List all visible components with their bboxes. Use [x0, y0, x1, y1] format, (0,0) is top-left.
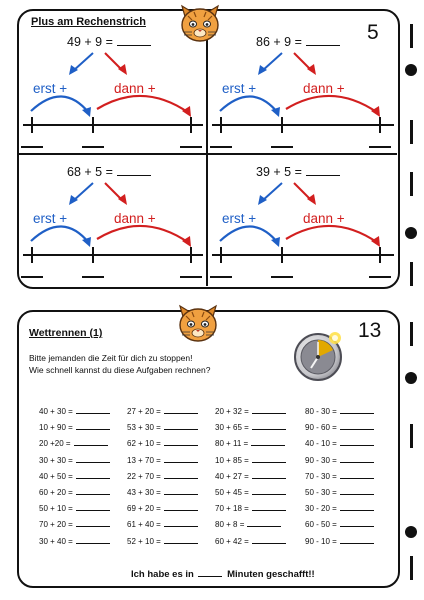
punch-hole-icon	[405, 64, 417, 76]
answer-blank[interactable]	[252, 487, 286, 495]
worksheet-card-wettrennen	[17, 310, 400, 588]
answer-blank[interactable]	[252, 536, 286, 544]
answer-blank[interactable]	[164, 438, 198, 446]
race-task-equation: 13 + 70 =	[127, 455, 161, 465]
answer-blank[interactable]	[164, 455, 198, 463]
answer-blank[interactable]	[247, 519, 281, 527]
race-task-equation: 50 + 45 =	[215, 488, 249, 497]
race-task-equation: 10 + 85 =	[215, 455, 249, 465]
race-task-equation: 62 + 10 =	[127, 439, 161, 449]
race-task	[39, 471, 110, 481]
first-step-label: erst +	[33, 81, 68, 96]
race-task	[127, 487, 198, 497]
footer-text-right: Minuten geschafft!!	[227, 569, 315, 580]
answer-blank[interactable]	[252, 471, 286, 479]
answer-blank[interactable]	[164, 519, 198, 527]
first-step-label: erst +	[222, 81, 257, 96]
answer-blank[interactable]	[76, 422, 110, 430]
answer-blank[interactable]	[76, 471, 110, 479]
answer-blank[interactable]	[76, 455, 110, 463]
instruction-line: Bitte jemanden die Zeit für dich zu stoppen!	[29, 353, 193, 363]
task-cell-3	[19, 155, 206, 286]
race-task-equation: 40 + 27 =	[215, 471, 249, 481]
margin-bar	[410, 120, 413, 144]
task-equation: 39 + 5 =	[256, 165, 340, 179]
margin-bar	[410, 172, 413, 196]
card-number: 5	[367, 21, 379, 44]
then-step-label: dann +	[114, 211, 156, 226]
margin-bar	[410, 424, 413, 448]
race-task	[39, 406, 110, 416]
race-task-equation: 10 + 90 =	[39, 423, 73, 433]
answer-blank[interactable]	[164, 422, 198, 430]
task-cell-2	[208, 11, 397, 153]
race-task	[305, 406, 374, 416]
race-task	[127, 422, 198, 432]
race-task-equation: 90 - 60 =	[305, 423, 337, 433]
race-task-equation: 50 - 30 =	[305, 488, 337, 497]
punch-hole-icon	[405, 372, 417, 384]
race-task-equation: 90 - 30 =	[305, 455, 337, 465]
task-equation: 49 + 9 =	[67, 35, 151, 49]
race-task-equation: 30 + 30 =	[39, 455, 73, 465]
race-task	[215, 422, 286, 432]
answer-blank[interactable]	[164, 487, 198, 495]
first-step-label: erst +	[222, 211, 257, 226]
race-task	[215, 519, 281, 529]
race-task	[215, 536, 286, 546]
race-task-equation: 80 + 8 =	[215, 520, 245, 530]
race-task	[305, 487, 374, 497]
race-task-equation: 70 - 30 =	[305, 471, 337, 481]
answer-blank[interactable]	[340, 455, 374, 463]
race-task	[215, 406, 286, 416]
answer-blank[interactable]	[252, 455, 286, 463]
race-task	[215, 455, 286, 465]
answer-blank[interactable]	[340, 422, 374, 430]
race-task	[127, 536, 198, 546]
race-task-equation: 80 + 11 =	[215, 439, 249, 449]
race-task-equation: 90 - 10 =	[305, 536, 337, 546]
margin-bar	[410, 262, 413, 286]
answer-blank[interactable]	[164, 406, 198, 414]
margin-bar	[410, 322, 413, 346]
punch-hole-icon	[405, 227, 417, 239]
race-task	[305, 422, 374, 432]
answer-blank[interactable]	[340, 519, 374, 527]
race-task-equation: 30 - 20 =	[305, 504, 337, 514]
answer-blank[interactable]	[252, 406, 286, 414]
race-task	[39, 487, 110, 497]
race-task	[39, 422, 110, 432]
answer-blank[interactable]	[340, 406, 374, 414]
answer-blank[interactable]	[340, 471, 374, 479]
race-task-equation: 70 + 18 =	[215, 504, 249, 514]
answer-blank[interactable]	[251, 438, 285, 446]
answer-blank[interactable]	[74, 438, 108, 446]
answer-blank[interactable]	[340, 536, 374, 544]
answer-blank[interactable]	[76, 406, 110, 414]
instruction-line: Wie schnell kannst du diese Aufgaben rechnen?	[29, 365, 211, 375]
race-task-equation: 40 - 10 =	[305, 439, 337, 449]
answer-blank[interactable]	[76, 503, 110, 511]
race-task-equation: 22 + 70 =	[127, 471, 161, 481]
answer-blank[interactable]	[76, 487, 110, 495]
answer-blank[interactable]	[252, 503, 286, 511]
race-task-equation: 60 + 42 =	[215, 536, 249, 546]
margin-bar	[410, 24, 413, 48]
race-task-equation: 61 + 40 =	[127, 520, 161, 530]
race-task-equation: 60 + 20 =	[39, 488, 73, 497]
task-equation: 86 + 9 =	[256, 35, 340, 49]
race-task	[127, 455, 198, 465]
stopwatch-icon	[291, 326, 349, 384]
footer-text-left: Ich habe es in	[131, 569, 194, 580]
then-step-label: dann +	[303, 211, 345, 226]
answer-blank[interactable]	[164, 503, 198, 511]
answer-blank[interactable]	[164, 471, 198, 479]
race-task	[39, 519, 110, 529]
task-cell-4	[208, 155, 397, 286]
race-task	[305, 519, 374, 529]
answer-blank[interactable]	[340, 503, 374, 511]
race-task	[127, 519, 198, 529]
race-task-equation: 52 + 10 =	[127, 536, 161, 546]
race-task-equation: 20 + 32 =	[215, 407, 249, 416]
race-task	[305, 438, 374, 448]
minutes-blank[interactable]	[198, 568, 222, 577]
race-task-equation: 20 +20 =	[39, 439, 71, 449]
race-task-equation: 40 + 50 =	[39, 471, 73, 481]
card-number: 13	[358, 319, 382, 342]
race-task	[39, 503, 110, 513]
answer-blank[interactable]	[76, 519, 110, 527]
race-task	[305, 536, 374, 546]
answer-blank[interactable]	[340, 438, 374, 446]
race-task-equation: 27 + 20 =	[127, 407, 161, 416]
card-title: Plus am Rechenstrich	[31, 16, 146, 28]
race-task	[127, 406, 198, 416]
race-task-equation: 30 + 65 =	[215, 423, 249, 433]
race-task	[215, 503, 286, 513]
then-step-label: dann +	[114, 81, 156, 96]
race-task-equation: 43 + 30 =	[127, 488, 161, 497]
race-task-equation: 60 - 50 =	[305, 520, 337, 530]
margin-bar	[410, 556, 413, 580]
answer-blank[interactable]	[164, 536, 198, 544]
cat-mascot-icon	[176, 302, 220, 344]
race-task	[39, 455, 110, 465]
race-task-equation: 30 + 40 =	[39, 536, 73, 546]
race-task-equation: 53 + 30 =	[127, 423, 161, 433]
task-equation: 68 + 5 =	[67, 165, 151, 179]
card-title: Wettrennen (1)	[29, 327, 103, 339]
race-task	[305, 471, 374, 481]
answer-blank[interactable]	[76, 536, 110, 544]
race-task	[305, 455, 374, 465]
punch-hole-icon	[405, 526, 417, 538]
race-task-equation: 40 + 30 =	[39, 407, 73, 416]
race-task	[215, 487, 286, 497]
race-task	[127, 503, 198, 513]
race-task	[39, 536, 110, 546]
time-result-line	[131, 568, 315, 580]
race-task	[305, 503, 374, 513]
answer-blank[interactable]	[340, 487, 374, 495]
then-step-label: dann +	[303, 81, 345, 96]
race-task	[39, 438, 108, 448]
cat-mascot-icon	[178, 2, 222, 44]
answer-blank[interactable]	[252, 422, 286, 430]
race-task-equation: 50 + 10 =	[39, 504, 73, 514]
race-task-equation: 69 + 20 =	[127, 504, 161, 514]
race-task-equation: 70 + 20 =	[39, 520, 73, 530]
first-step-label: erst +	[33, 211, 68, 226]
instruction-text	[29, 352, 210, 376]
race-task	[215, 471, 286, 481]
race-task	[215, 438, 285, 448]
race-task	[127, 438, 198, 448]
worksheet-card-plus-am-rechenstrich	[17, 9, 400, 289]
race-task-equation: 80 - 30 =	[305, 407, 337, 416]
race-task	[127, 471, 198, 481]
